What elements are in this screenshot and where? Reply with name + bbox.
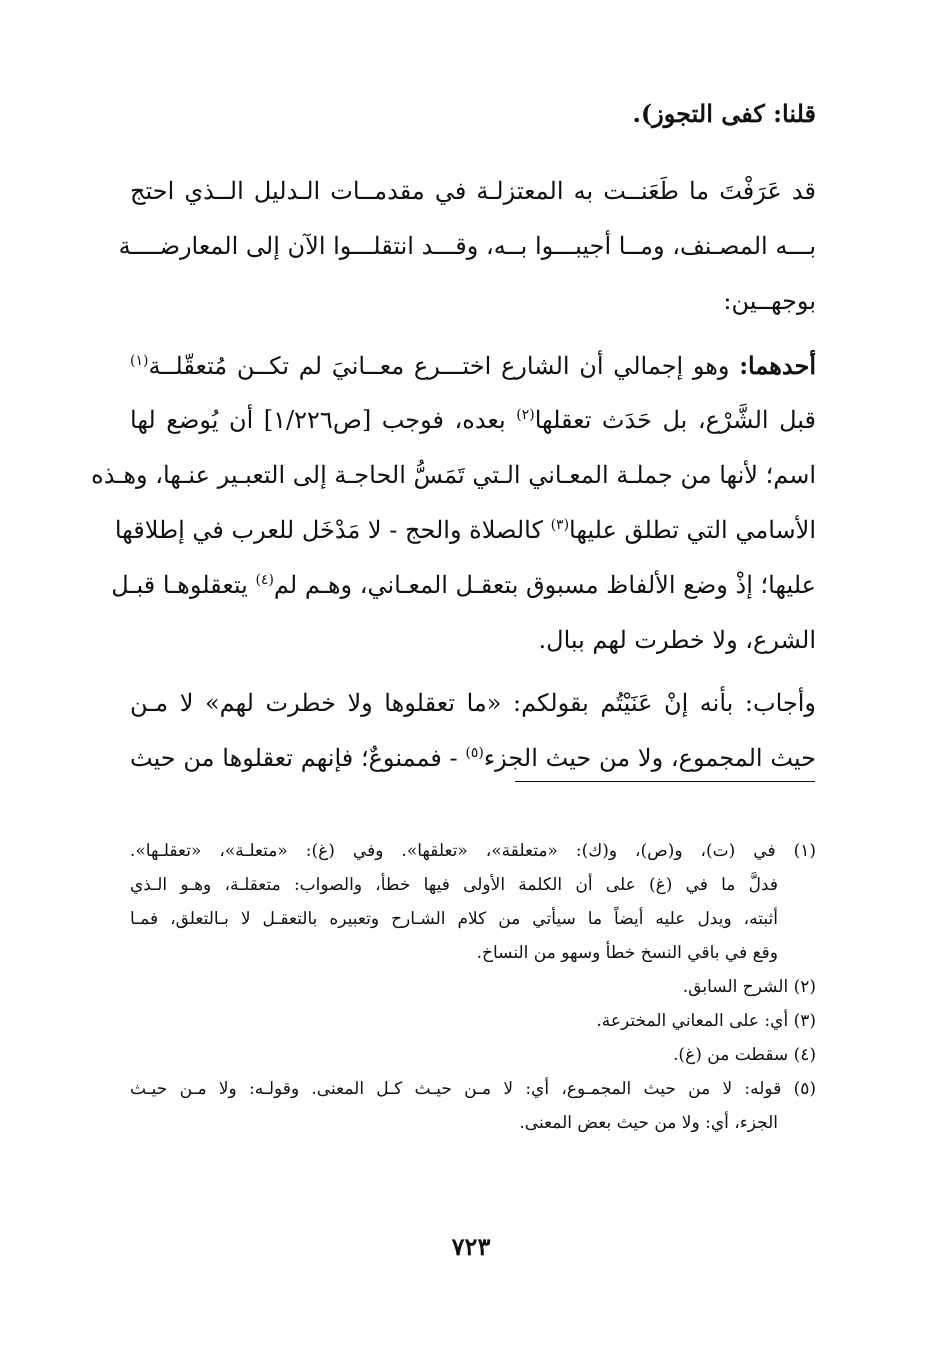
paragraph-3-text-2a: حيث المجموع، ولا من حيث الجزء bbox=[483, 744, 816, 772]
footnote-1-line-4: وقع في باقي النسخ خطأ وسهو من النساخ. bbox=[476, 943, 778, 963]
footnote-divider bbox=[515, 781, 815, 782]
paragraph-2-text-4b: كالصلاة والحج - لا مَدْخَل للعرب في إطلاقها bbox=[114, 516, 551, 544]
paragraph-2-text-3: اسم؛ لأنها من جملـة المعـاني الـتي تَمَسُّ الحاجـة إلى التعبـير عنـها، وهـذه bbox=[91, 461, 816, 489]
paragraph-3-line-1 bbox=[130, 688, 816, 719]
paragraph-2-line-5 bbox=[111, 570, 816, 601]
paragraph-1-line-2 bbox=[118, 231, 816, 262]
footnote-1-line-3: أثبته، ويدل عليه أيضاً ما سيأتي من كلام الشـارح وتعبيره بالتعقـل لا بـالتعلق، فمـا bbox=[130, 909, 778, 929]
paragraph-1-line-1 bbox=[130, 176, 816, 207]
paragraph-2-text-2b: بعده، فوجب [ص١/٢٢٦] أن يُوضع لها bbox=[130, 406, 517, 434]
paragraph-2-line-6 bbox=[130, 625, 816, 656]
paragraph-2-lead: أحدهما: bbox=[739, 351, 816, 380]
paragraph-2-text-5a: عليها؛ إذْ وضع الألفاظ مسبوق بتعقـل المعـاني، وهـم لم bbox=[273, 571, 816, 599]
paragraph-2-text-2a: قبل الشَّرْع، بل حَدَث تعقلها bbox=[534, 406, 816, 434]
paragraph-2-line-3 bbox=[91, 460, 816, 491]
paragraph-2-line-2 bbox=[130, 405, 816, 436]
paragraph-2-text-4 bbox=[114, 515, 816, 546]
footnote-ref-5: (٥) bbox=[465, 745, 484, 761]
footnote-4: (٤) سقطت من (غ). bbox=[673, 1045, 816, 1065]
footnote-3: (٣) أي: على المعاني المخترعة. bbox=[596, 1011, 816, 1031]
paragraph-2-text-4a: الأسامي التي تطلق عليها bbox=[569, 516, 816, 544]
paragraph-2-line-4 bbox=[114, 515, 816, 546]
footnote-ref-1: (١) bbox=[130, 353, 149, 369]
footnote-1-line-2: فدلَّ ما في (غ) على أن الكلمة الأولى فيها خطأ، والصواب: متعقلـة، وهـو الـذي bbox=[130, 875, 778, 895]
paragraph-1-text-2: بـــه المصـنف، ومــا أجيبـــوا بــه، وقـــد انتقلـــوا الآن إلى المعارضــــة bbox=[118, 232, 816, 260]
footnote-1-line-1: (١) في (ت)، و(ص)، و(ك): «متعلقة»، «تعلقها». وفي (غ): «متعلـة»، «تعقلـها». bbox=[130, 841, 816, 861]
heading-line bbox=[130, 98, 816, 129]
paragraph-3-text-2 bbox=[130, 743, 816, 774]
footnote-5-line-1: (٥) قوله: لا من حيث المجمـوع، أي: لا مـن حيـث كـل المعنى. وقولـه: ولا مـن حيـث bbox=[130, 1079, 816, 1099]
footnote-ref-4: (٤) bbox=[255, 572, 274, 588]
paragraph-1-text-3: بوجهــين: bbox=[723, 287, 816, 315]
paragraph-3-text-2b: - فممنوعٌ؛ فإنهم تعقلوها من حيث bbox=[130, 744, 466, 772]
paragraph-2-text-5 bbox=[111, 570, 816, 601]
paragraph-3-text-1: وأجاب: بأنه إنْ عَنَيْتُم بقولكم: «ما تعقلوها ولا خطرت لهم» لا مـن bbox=[130, 689, 816, 717]
footnote-ref-3: (٣) bbox=[550, 517, 570, 533]
paragraph-1-text-1: قد عَرَفْتَ ما طَعَنــت به المعتزلـة في مقدمــات الـدليل الــذي احتج bbox=[130, 177, 816, 205]
paragraph-2-text-1-rest: وهو إجمالي أن الشارع اختـــرع معــانيَ لم تكــن مُتعقّلــة bbox=[148, 352, 740, 380]
paragraph-1-line-3 bbox=[130, 286, 816, 317]
footnote-2: (٢) الشرح السابق. bbox=[682, 977, 816, 997]
section-heading: قلنا: كفى التجوز). bbox=[632, 99, 816, 128]
paragraph-2-text-1 bbox=[130, 350, 816, 382]
page-number: ٧٢٣ bbox=[451, 1232, 491, 1261]
paragraph-3-line-2 bbox=[130, 743, 816, 774]
paragraph-2-text-5b: يتعقلوهـا قبـل bbox=[111, 571, 256, 599]
paragraph-2-line-1 bbox=[130, 350, 816, 382]
footnote-ref-2: (٢) bbox=[516, 407, 535, 423]
footnote-5-line-2: الجزء، أي: ولا من حيث بعض المعنى. bbox=[519, 1113, 778, 1133]
paragraph-2-text-2 bbox=[130, 405, 816, 436]
paragraph-2-text-6: الشرع، ولا خطرت لهم ببال. bbox=[538, 626, 816, 654]
